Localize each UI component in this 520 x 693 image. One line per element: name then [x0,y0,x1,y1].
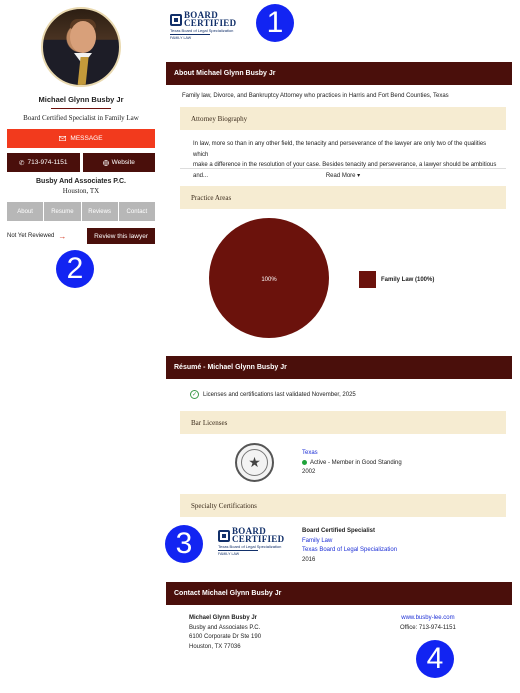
read-more-link[interactable]: Read More ▾ [180,168,506,179]
contact-street: 6100 Corporate Dr Ste 190 [189,634,262,641]
contact-website-link[interactable]: www.busby-lee.com [401,615,455,621]
tab-about[interactable]: About [7,202,43,221]
review-lawyer-button[interactable]: Review this lawyer [87,228,155,244]
bar-license-entry [302,449,402,478]
practice-pie-chart [209,218,329,338]
bio-line2: make a difference in the resolution of your case. Besides tenacity and perseverance, a lawyer should be ambitious and... [193,162,497,179]
tab-resume[interactable]: Resume [44,202,80,221]
review-row [7,228,155,244]
legend-swatch [359,271,376,288]
pie-slice-label: 100% [261,277,277,283]
contact-header: Contact Michael Glynn Busby Jr [166,582,512,605]
globe-icon [103,160,109,166]
profile-name: Michael Glynn Busby Jr [38,95,124,104]
resume-header: Résumé - Michael Glynn Busby Jr [166,356,512,379]
chart-legend [359,271,434,288]
contact-firm: Busby and Associates P.C. [189,624,261,631]
logo-field: FAMILY LAW [218,550,258,556]
bar-year: 2002 [302,469,316,476]
check-circle-icon: ✓ [191,392,198,398]
logo-line2: CERTIFIED [184,17,237,28]
phone-label: 713-974-1151 [27,159,68,166]
marker-3: 3 [165,525,203,563]
contact-address [189,614,261,652]
marker-4: 4 [416,640,454,678]
board-certified-mark-icon [218,530,230,542]
logo-line1: BOARD [184,10,219,20]
status-dot-icon [302,460,307,465]
validation-text: Licenses and certifications last validated November, 2025 [203,391,356,398]
profile-title: Board Certified Specialist in Family Law [23,114,139,122]
about-header: About Michael Glynn Busby Jr [166,62,512,85]
name-divider [51,108,111,109]
board-certified-logo-small [218,528,284,556]
tab-reviews[interactable]: Reviews [82,202,118,221]
logo-line1: BOARD [232,526,267,536]
bar-state-link[interactable]: Texas [302,450,318,456]
arrow-right-icon: → [58,231,67,241]
legend-label: Family Law (100%) [381,276,435,283]
logo-sub: Texas Board of Legal Specialization [170,28,234,34]
board-certified-logo [170,12,236,40]
phone-icon: ✆ [19,159,25,167]
spec-year: 2016 [302,556,316,563]
profile-tabs [7,202,155,221]
profile-card [7,7,155,244]
board-certified-mark-icon [170,14,182,26]
bar-status: Active - Member in Good Standing [310,459,402,466]
phone-button[interactable] [7,153,80,172]
logo-line2: CERTIFIED [232,533,285,544]
review-status: Not Yet Reviewed [7,233,55,239]
message-button[interactable] [7,129,155,148]
marker-1: 1 [256,4,294,42]
firm-name: Busby And Associates P.C. [36,178,126,185]
website-button[interactable] [83,153,156,172]
spec-board-link[interactable]: Texas Board of Legal Specialization [302,547,398,554]
contact-city: Houston, TX 77036 [189,643,241,650]
about-intro: Family law, Divorce, and Bankruptcy Attorney who practices in Harris and Fort Bend Counties, Texas [182,93,449,99]
validation-note [190,390,356,399]
marker-2: 2 [56,250,94,288]
contact-office-phone: Office: 713-974-1151 [400,624,456,631]
contact-links [400,614,456,633]
firm-location: Houston, TX [62,187,100,195]
message-label: MESSAGE [70,135,103,142]
bio-title: Attorney Biography [180,107,506,130]
avatar [41,7,121,87]
logo-field: FAMILY LAW [170,34,210,40]
envelope-icon [59,136,66,141]
specialty-title: Specialty Certifications [180,494,506,517]
bio-line1: In law, more so than in any other field, the tenacity and perseverance of the lawyer are only two of the qualities which [193,141,487,158]
tab-contact[interactable]: Contact [119,202,155,221]
website-label: Website [111,159,135,166]
spec-name: Board Certified Specialist [302,528,376,534]
practice-title: Practice Areas [180,186,506,209]
texas-seal-icon: ★ [235,443,274,482]
bar-licenses-title: Bar Licenses [180,411,506,434]
logo-sub: Texas Board of Legal Specialization [218,544,282,550]
spec-field-link[interactable]: Family Law [302,537,333,544]
contact-name: Michael Glynn Busby Jr [189,615,258,621]
specialty-entry [302,527,397,565]
